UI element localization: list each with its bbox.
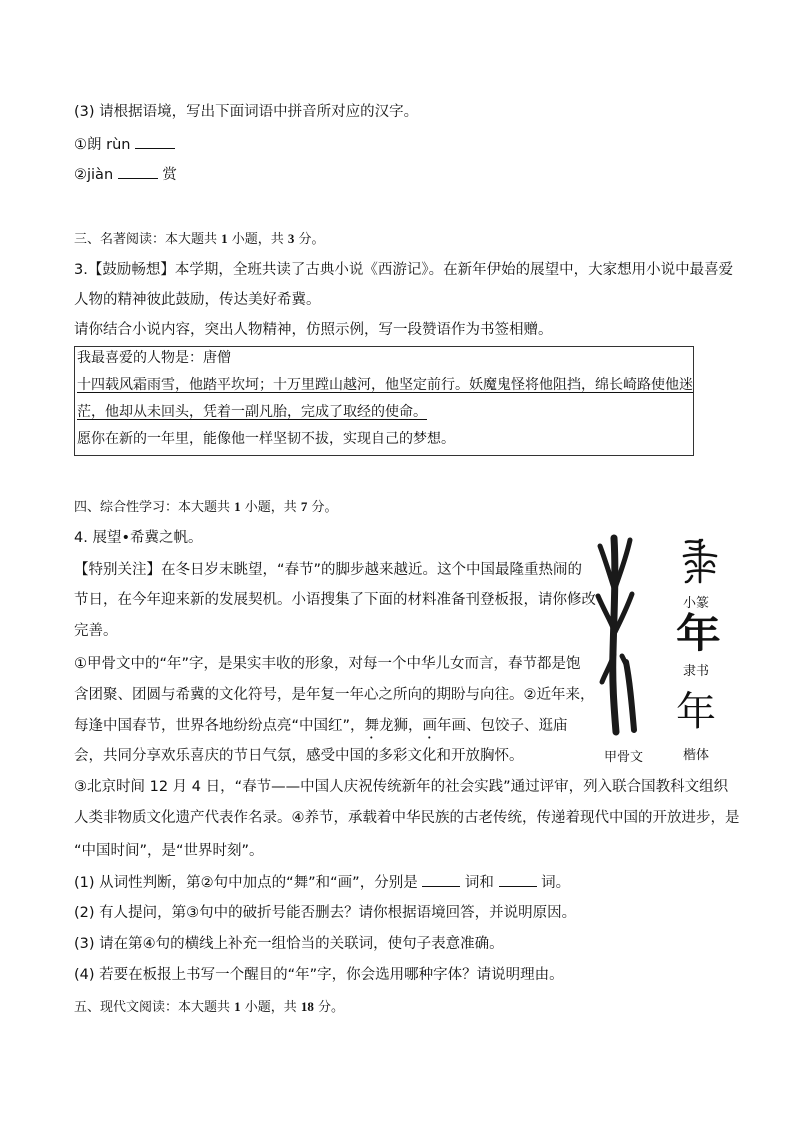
example-line-4: 愿你在新的一年里，能像他一样坚韧不拔，实现自己的梦想。 [77, 431, 455, 447]
regular-nian-glyph: 年 [676, 689, 716, 735]
label-regular: 楷体 [683, 748, 710, 763]
dotted-word-wu: 舞 [364, 718, 380, 734]
example-line-3: 茫，他却从未回头，凭着一副凡胎，完成了取经的使命。 [77, 404, 427, 420]
question-4-line-8: 会，共同分享欢乐喜庆的节日气氛，感受中国的多彩文化和开放胸怀。 [74, 748, 524, 764]
pinyin-item-1: ①朗 rùn [74, 134, 175, 155]
answer-blank[interactable] [499, 872, 537, 887]
clerical-nian-glyph: 年 [676, 611, 721, 657]
dotted-word-hua: 画 [422, 718, 438, 734]
example-line-2: 十四载风霜雨雪，他踏平坎坷；十万里蹚山越河，他坚定前行。妖魔鬼怪将他阻挡，绵长崎路使他迷 [77, 377, 693, 393]
section-3-title: 三、名著阅读：本大题共 1 小题，共 3 分。 [74, 231, 325, 247]
example-line-1: 我最喜爱的人物是：唐僧 [77, 350, 231, 366]
question-4-line-10: 人类非物质文化遗产代表作名录。④养节，承载着中华民族的古老传统，传递着现代中国的开放进步，是 [74, 810, 740, 826]
label-small-seal: 小篆 [683, 596, 710, 611]
sub-question-2: (2) 有人提问，第③句中的破折号能否删去？请你根据语境回答，并说明原因。 [74, 905, 577, 921]
label-clerical: 隶书 [683, 664, 710, 679]
question-3-line-2: 人物的精神彼此鼓励，传达美好希冀。 [74, 292, 321, 308]
oracle-bone-nian-glyph [592, 532, 640, 740]
sub-question-3: (3) 请在第④句的横线上补充一组恰当的关联词，使句子表意准确。 [74, 936, 504, 952]
answer-blank[interactable] [422, 872, 460, 887]
question-4-line-6: 含团聚、团圆与希冀的文化符号，是年复一年心之所向的期盼与向往。②近年来， [74, 687, 595, 703]
question-4-line-4: 完善。 [74, 623, 118, 639]
sub-question-1: (1) 从词性判断，第②句中加点的“舞”和“画”，分别是 词和 词。 [74, 872, 570, 893]
question-3-line-3: 请你结合小说内容，突出人物精神，仿照示例，写一段赞语作为书签相赠。 [74, 322, 553, 338]
pinyin-question-prompt: (3) 请根据语境，写出下面词语中拼音所对应的汉字。 [74, 104, 419, 120]
example-box [74, 346, 694, 456]
question-3-line-1: 3.【鼓励畅想】本学期，全班共读了古典小说《西游记》。在新年伊始的展望中，大家想用小说中最喜爱 [74, 262, 734, 278]
section-4-title: 四、综合性学习：本大题共 1 小题，共 7 分。 [74, 499, 338, 515]
answer-blank[interactable] [135, 134, 175, 149]
question-4-line-2: 【特别关注】在冬日岁末眺望，“春节”的脚步越来越近。这个中国最隆重热闹的 [74, 562, 583, 578]
question-4-line-9: ③北京时间 12 月 4 日，“春节——中国人庆祝传统新年的社会实践”通过评审，列入联合国教科文组织 [74, 779, 729, 795]
question-4-line-5: ①甲骨文中的“年”字，是果实丰收的形象，对每一个中华儿女而言，春节都是饱 [74, 656, 581, 672]
section-5-title: 五、现代文阅读：本大题共 1 小题，共 18 分。 [74, 999, 345, 1015]
question-4-line-7: 每逢中国春节，世界各地纷纷点亮“中国红”，舞龙狮，画年画、包饺子、逛庙 [74, 718, 568, 734]
question-4-line-3: 节日，在今年迎来新的发展契机。小语搜集了下面的材料准备刊登板报，请你修改 [74, 592, 596, 608]
sub-question-4: (4) 若要在板报上书写一个醒目的“年”字，你会选用哪种字体？请说明理由。 [74, 967, 564, 983]
label-oracle-bone: 甲骨文 [604, 750, 644, 765]
pinyin-item-2: ②jiàn 赏 [74, 164, 177, 185]
question-4-title: 4. 展望•希冀之帆。 [74, 530, 203, 546]
question-4-line-11: “中国时间”，是“世界时刻”。 [74, 843, 264, 859]
answer-blank[interactable] [118, 164, 158, 179]
small-seal-nian-glyph [680, 536, 720, 586]
